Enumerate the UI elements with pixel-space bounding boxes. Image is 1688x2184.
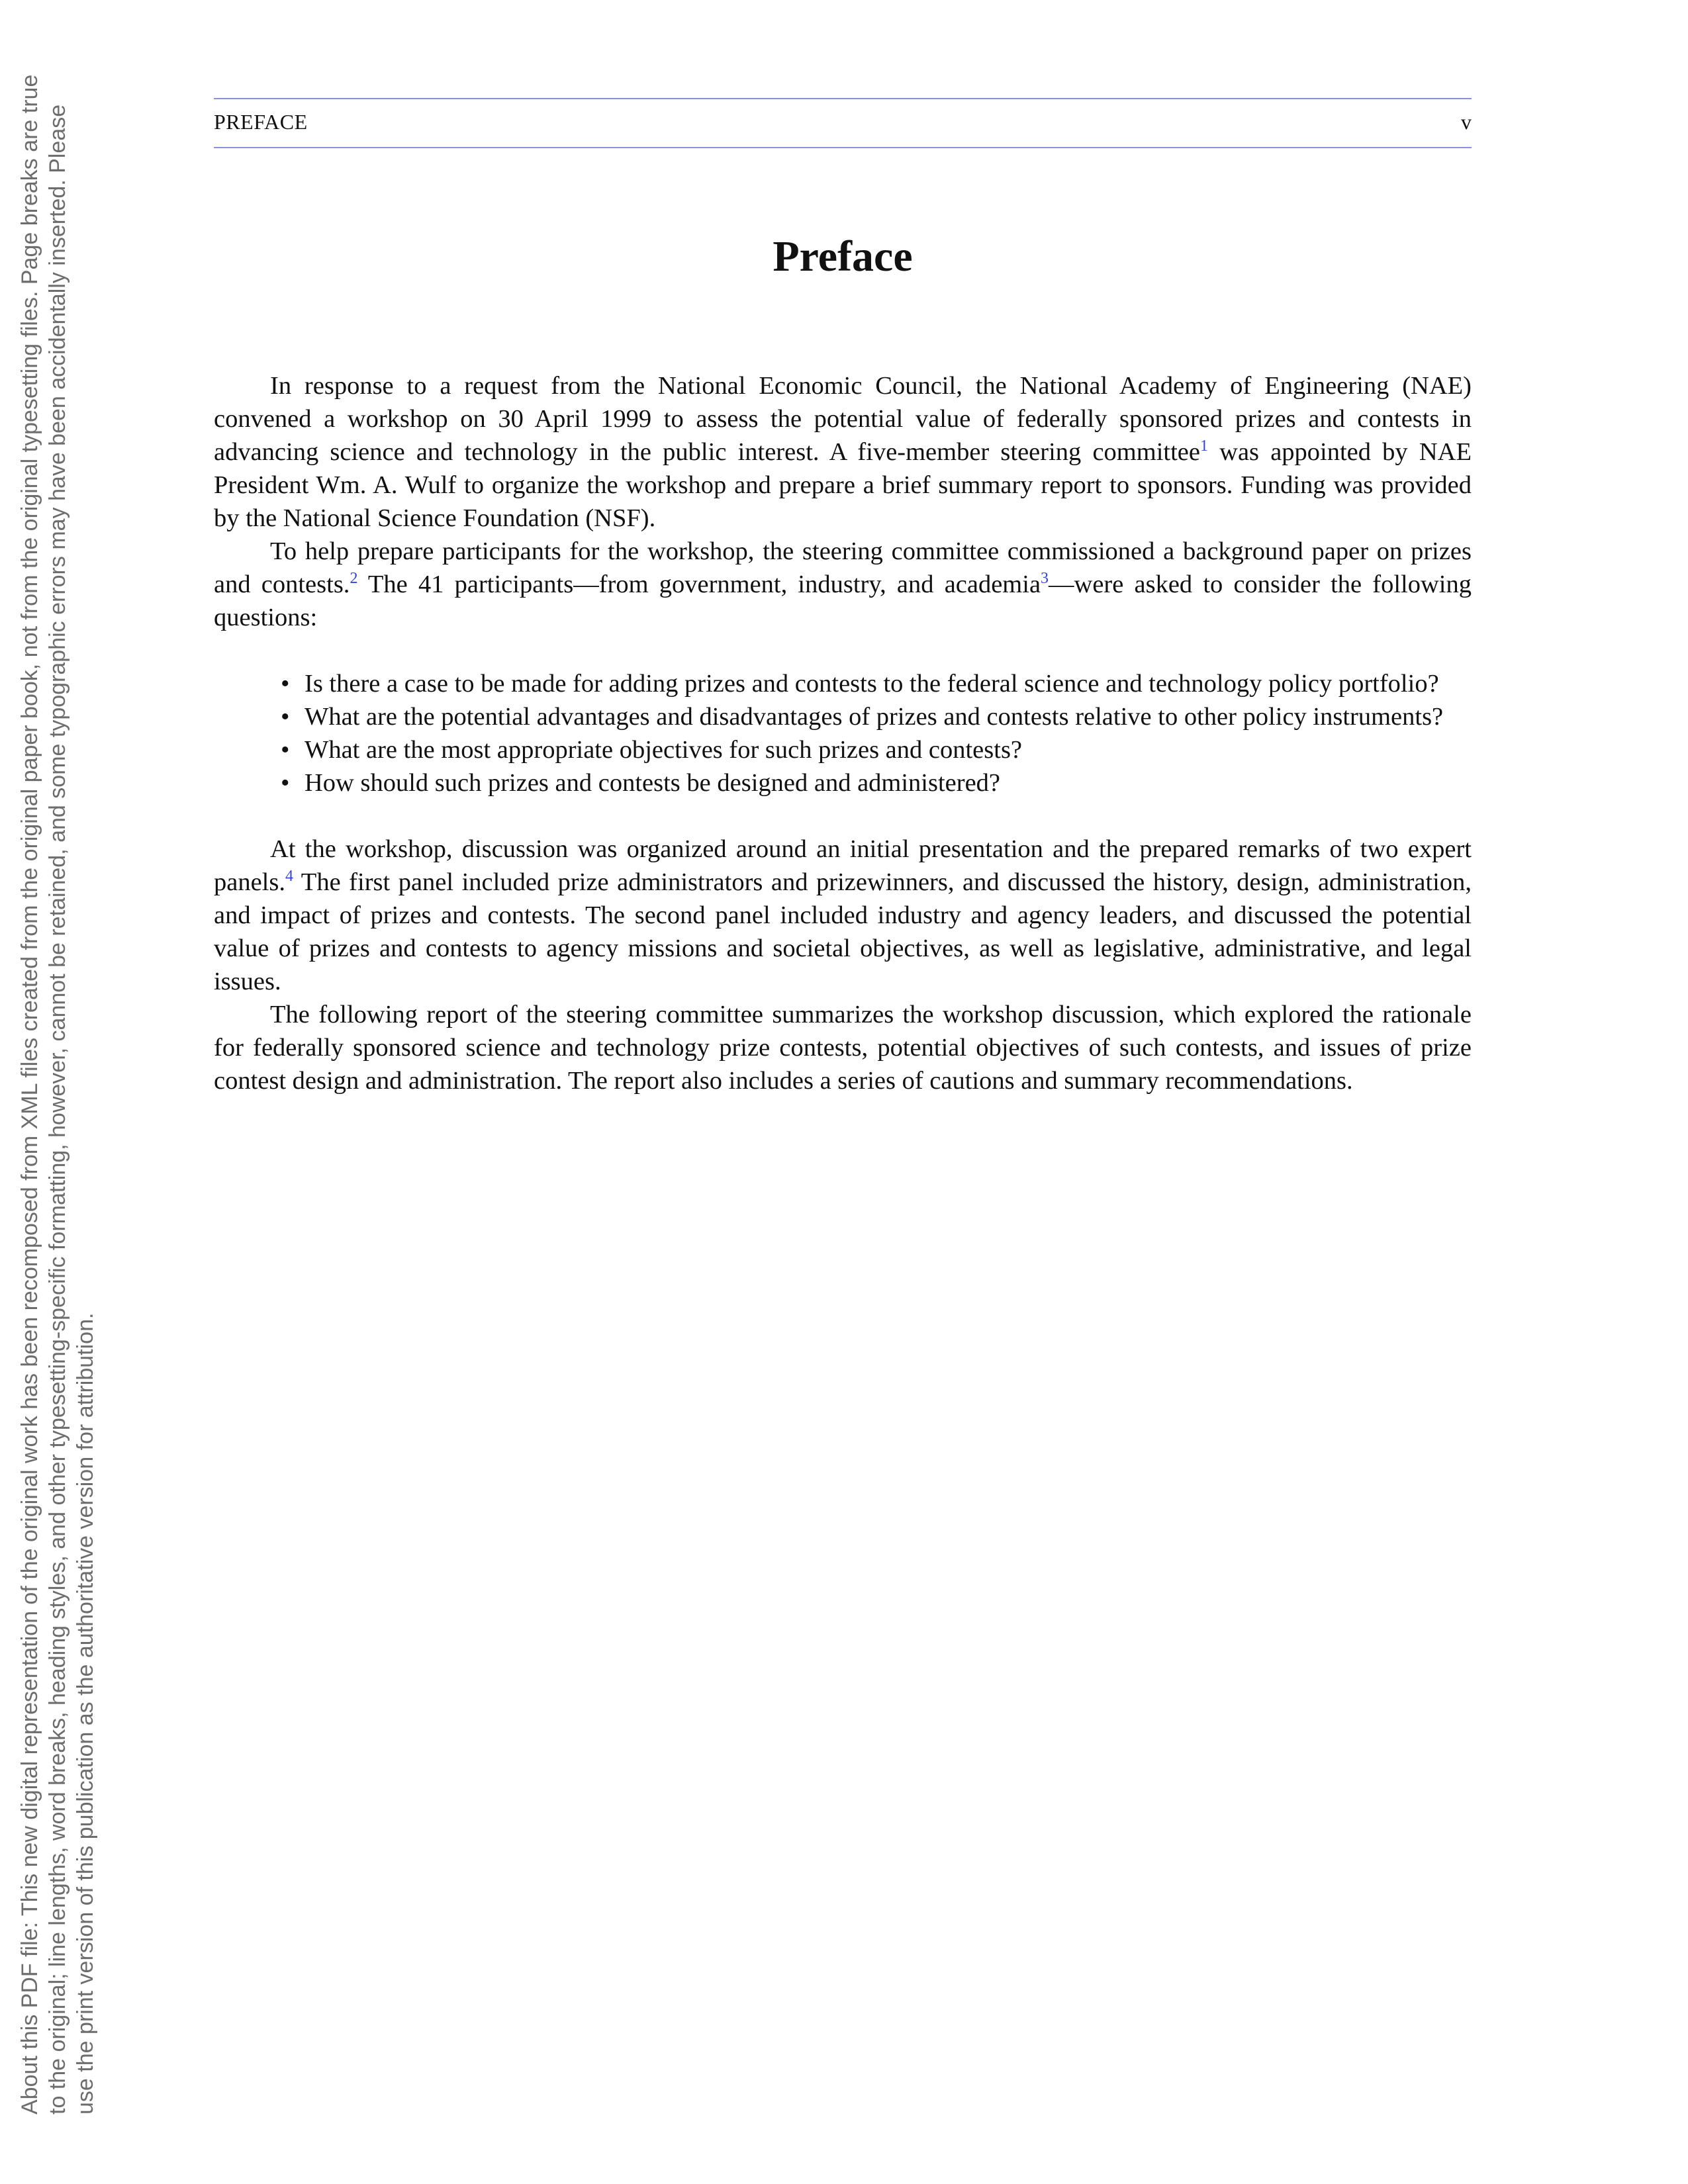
pdf-notice-line-1: About this PDF file: This new digital representation of the original work has been recomposed from XML files created from the original paper book, not from the original typesetting files. Page breaks are true xyxy=(17,74,42,2115)
pdf-notice-sidebar xyxy=(16,74,99,2115)
list-item xyxy=(281,766,1472,799)
bullet-icon: • xyxy=(281,769,290,797)
paragraph-2-text-c: —were asked to consider the following questions: xyxy=(214,570,1472,631)
paragraph-1 xyxy=(214,369,1472,535)
page-title: Preface xyxy=(773,232,913,281)
paragraph-1-text-a: In response to a request from the National Economic Council, the National Academy of Engineering (NAE) convened a workshop on 30 April 1999 to assess the potential value of federally sponsored prizes and contests in advancing science and technology in the public interest. A five-member steering committee xyxy=(214,372,1472,466)
footnote-ref-3[interactable]: 3 xyxy=(1041,570,1049,587)
question-text: How should such prizes and contests be designed and administered? xyxy=(305,769,1001,797)
bullet-icon: • xyxy=(281,703,290,731)
paragraph-2-text-b: The 41 participants—from government, industry, and academia xyxy=(357,570,1041,598)
bullet-icon: • xyxy=(281,670,290,698)
list-item xyxy=(281,700,1472,733)
list-item xyxy=(281,733,1472,766)
paragraph-2-text-a: To help prepare participants for the workshop, the steering committee commissioned a background paper on prizes and contests. xyxy=(214,537,1472,598)
header-page-number: v xyxy=(1461,110,1472,134)
paragraph-1-text-b: was appointed by NAE President Wm. A. Wulf to organize the workshop and prepare a brief summary report to sponsors. Funding was provided by the National Science Foundation (NSF). xyxy=(214,438,1472,532)
paragraph-4: The following report of the steering committee summarizes the workshop discussion, which explored the rationale for federally sponsored science and technology prize contests, potential objectives of such contests, and issues of prize contest design and administration. The report also includes a series of cautions and summary recommendations. xyxy=(214,1001,1472,1095)
footnote-ref-4[interactable]: 4 xyxy=(285,868,293,885)
paragraph-3-text-b: The first panel included prize administrators and prizewinners, and discussed the history, design, administration, and impact of prizes and contests. The second panel included industry and agency leaders, and discussed the potential value of prizes and contests to agency missions and societal objectives, as well as legislative, administrative, and legal issues. xyxy=(214,868,1472,995)
header-section-title: PREFACE xyxy=(214,110,308,134)
footnote-ref-2[interactable]: 2 xyxy=(350,570,358,587)
paragraph-2 xyxy=(214,535,1472,634)
list-item xyxy=(281,667,1472,700)
document-body xyxy=(214,369,1472,1097)
running-header xyxy=(214,98,1472,148)
pdf-notice-line-3: use the print version of this publication as the authoritative version for attribution. xyxy=(73,1312,98,2115)
questions-list xyxy=(214,667,1472,799)
paragraph-3 xyxy=(214,833,1472,998)
question-text: What are the potential advantages and disadvantages of prizes and contests relative to other policy instruments? xyxy=(305,703,1444,731)
pdf-notice-line-2: to the original; line lengths, word breaks, heading styles, and other typesetting-specific formatting, however, cannot be retained, and some typographic errors may have been accidentally inserted. Please xyxy=(45,104,70,2115)
paragraph-3-text-a: At the workshop, discussion was organized around an initial presentation and the prepared remarks of two expert panels. xyxy=(214,835,1472,896)
bullet-icon: • xyxy=(281,736,290,764)
footnote-ref-1[interactable]: 1 xyxy=(1199,437,1208,455)
question-text: Is there a case to be made for adding prizes and contests to the federal science and technology policy portfolio? xyxy=(305,670,1439,698)
question-text: What are the most appropriate objectives for such prizes and contests? xyxy=(305,736,1023,764)
